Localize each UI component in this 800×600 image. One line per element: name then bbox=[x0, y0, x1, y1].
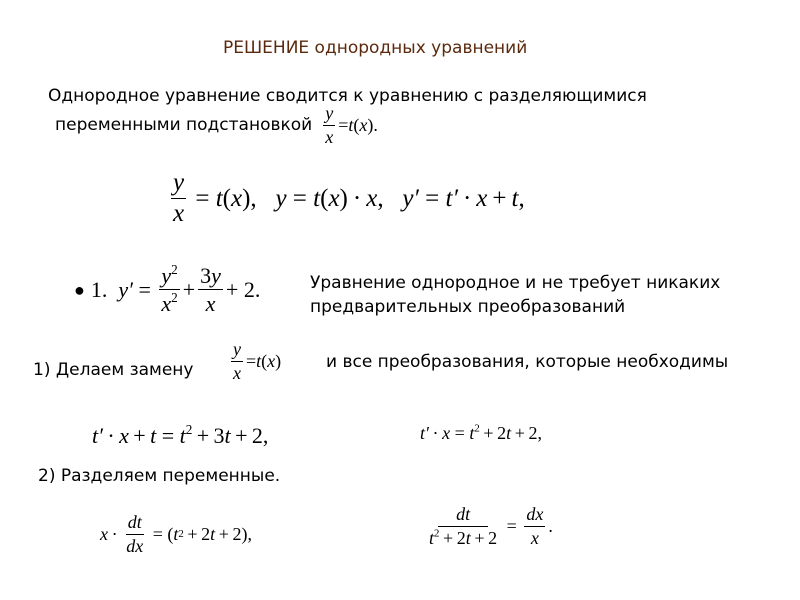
formula-simplified-equation: $t' \cdot x = t^2 + 2t + 2$, bbox=[420, 422, 542, 443]
formula-substitution: $\frac{y}{x}$ = t ( x ) bbox=[233, 339, 282, 383]
formula-main-derivation: $\frac{y}{x}$ = t ( x ), y = t ( x ) · x , y′ = t′ · x + t , bbox=[173, 169, 525, 228]
example-1-equation: ● 1. y′ = $\frac{y^2}{x^2}$ + $\frac{3y}{x}$ + 2. bbox=[74, 261, 261, 317]
note-line-1: Уравнение однородное и не требует никаких bbox=[310, 273, 721, 293]
intro-line-2-text: переменными подстановкой bbox=[55, 115, 313, 136]
example-1-number: 1. bbox=[90, 276, 108, 302]
separate-variables-label: 2) Разделяем переменные. bbox=[38, 466, 281, 486]
formula-substitution-inline: $\frac{y}{x}$ = t ( x ). bbox=[325, 103, 378, 147]
intro-line-2 bbox=[55, 104, 378, 147]
slide-title: РЕШЕНИЕ однородных уравнений bbox=[223, 38, 528, 58]
formula-substituted-equation: $t' \cdot x + t = t^2 + 3t + 2$, bbox=[92, 421, 269, 448]
substitution-label: 1) Делаем замену bbox=[33, 360, 194, 380]
note-line-2: предварительных преобразований bbox=[310, 297, 626, 317]
formula-separation-left: x · $\frac{dt}{dx}$ = ( t 2 + 2 t + 2), bbox=[100, 512, 253, 556]
intro-line-1: Однородное уравнение сводится к уравнению с разделяющимися bbox=[48, 86, 647, 106]
substitution-continuation: и все преобразования, которые необходимы bbox=[326, 352, 729, 372]
formula-separation-right: $\frac{dt}{t^2 + 2t + 2}$ = $\frac{dx}{x}$ . bbox=[429, 504, 553, 548]
bullet-icon: ● bbox=[74, 279, 85, 300]
